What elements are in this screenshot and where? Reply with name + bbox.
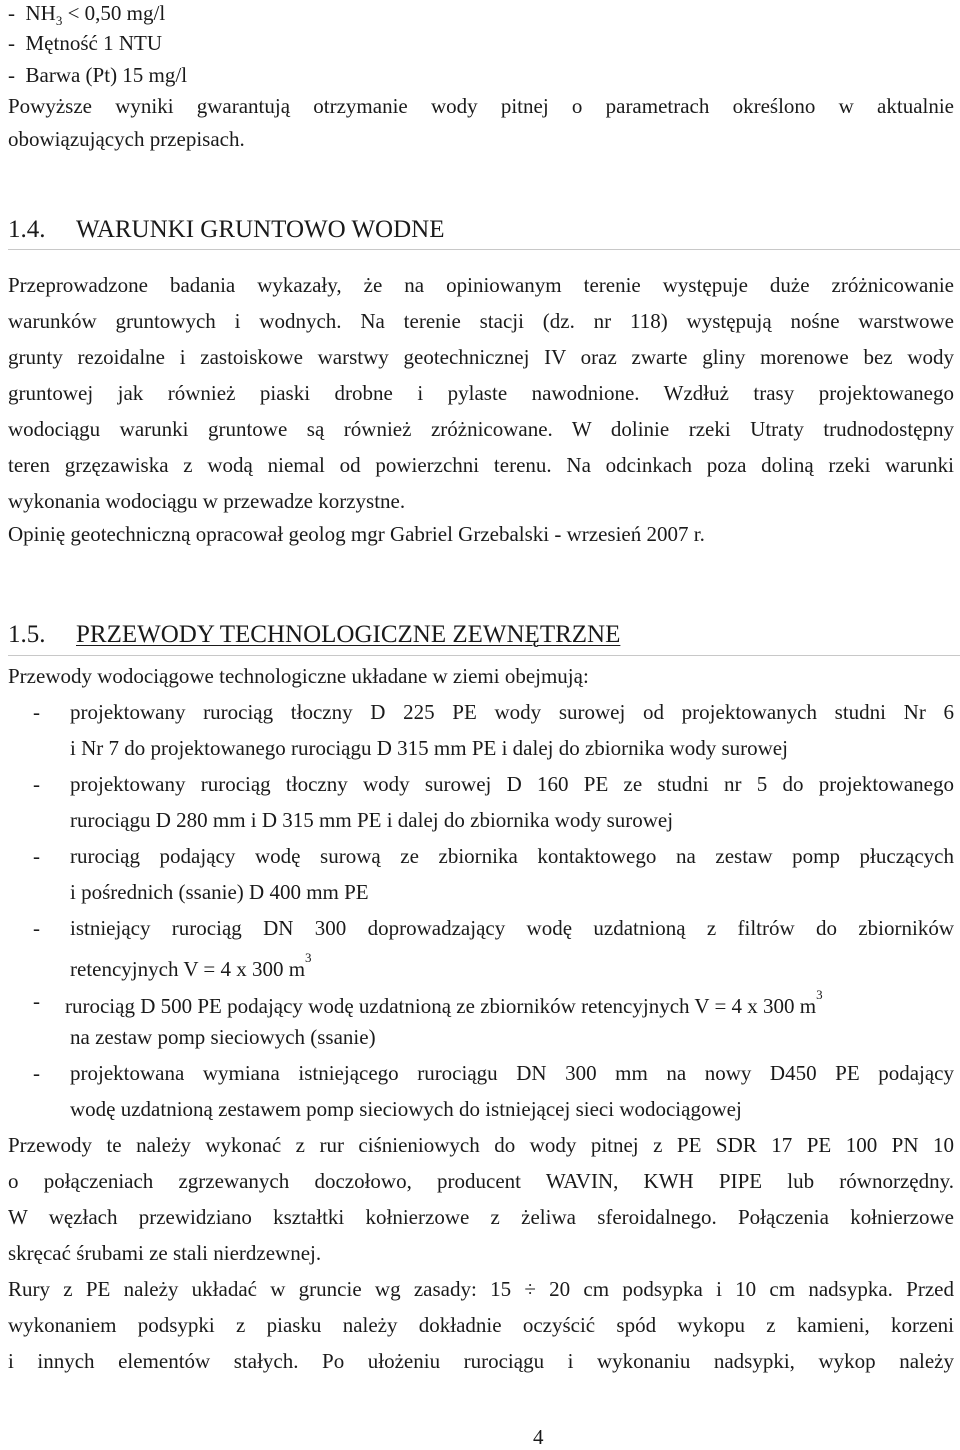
list-item-line: i Nr 7 do projektowanego rurociągu D 315 mm PE i dalej do zbiornika wody surowej xyxy=(70,736,788,760)
paragraph-line: Opinię geotechniczną opracował geolog mgr Gabriel Grzebalski - wrzesień 2007 r. xyxy=(8,522,705,546)
paragraph-line: wodociągu warunki gruntowe są również zróżnicowane. W dolinie rzeki Utraty trudnodostępny xyxy=(8,417,954,441)
section-number: 1.5. xyxy=(8,621,46,648)
list-item-line xyxy=(70,951,312,982)
paragraph-line: gruntowej jak również piaski drobne i pylaste nawodnione. Wzdłuż trasy projektowanego xyxy=(8,381,954,405)
heading-rule xyxy=(8,249,960,250)
list-dash: - xyxy=(33,700,40,724)
list-dash: - xyxy=(8,31,15,55)
section-heading xyxy=(8,620,620,650)
paragraph-line: Powyższe wyniki gwarantują otrzymanie wody pitnej o parametrach określono w aktualnie xyxy=(8,94,954,118)
superscript: 3 xyxy=(816,987,823,1002)
paragraph-line: grunty rezoidalne i zastoiskowe warstwy geotechnicznej IV oraz zwarte gliny morenowe bez wody xyxy=(8,345,954,369)
list-item-line: wodę uzdatnioną zestawem pomp sieciowych do istniejącej sieci wodociągowej xyxy=(70,1097,742,1121)
list-item-line: projektowana wymiana istniejącego rurociągu DN 300 mm na nowy D450 PE podający xyxy=(70,1061,954,1085)
paragraph-line: Przewody te należy wykonać z rur ciśnieniowych do wody pitnej z PE SDR 17 PE 100 PN 10 xyxy=(8,1133,954,1157)
section-number: 1.4. xyxy=(8,216,46,243)
paragraph-line: wykonania wodociągu w przewadze korzystne. xyxy=(8,489,406,513)
list-text: rurociąg D 500 PE podający wodę uzdatnioną ze zbiorników retencyjnych V = 4 x 300 m xyxy=(65,994,817,1018)
page-number: 4 xyxy=(533,1425,544,1449)
list-item-line: rurociąg podający wodę surową ze zbiornika kontaktowego na zestaw pomp płuczących xyxy=(70,844,954,868)
list-dash: - xyxy=(33,1061,40,1085)
list-item-line: na zestaw pomp sieciowych (ssanie) xyxy=(70,1025,376,1049)
list-text: Barwa (Pt) 15 mg/l xyxy=(25,63,188,87)
list-item-line: projektowany rurociąg tłoczny D 225 PE wody surowej od projektowanych studni Nr 6 xyxy=(70,700,954,724)
paragraph-line: Przeprowadzone badania wykazały, że na opiniowanym terenie występuje duże zróżnicowanie xyxy=(8,273,954,297)
superscript: 3 xyxy=(305,950,312,965)
paragraph-line: skręcać śrubami ze stali nierdzewnej. xyxy=(8,1241,322,1265)
list-item xyxy=(8,62,187,88)
list-dash: - xyxy=(33,989,40,1013)
list-dash: - xyxy=(33,916,40,940)
list-dash: - xyxy=(33,844,40,868)
paragraph-line: wykonaniem podsypki z piasku należy dokładnie oczyścić spód wykopu z kamieni, korzeni xyxy=(8,1313,954,1337)
section-title: WARUNKI GRUNTOWO WODNE xyxy=(76,216,445,243)
subscript: 3 xyxy=(55,13,63,29)
list-dash: - xyxy=(33,772,40,796)
list-dash: - xyxy=(8,1,15,25)
list-item-line: rurociągu D 280 mm i D 315 mm PE i dalej do zbiornika wody surowej xyxy=(70,808,674,832)
list-item-line: i pośrednich (ssanie) D 400 mm PE xyxy=(70,880,369,904)
paragraph-line: o połączeniach zgrzewanych doczołowo, producent WAVIN, KWH PIPE lub równorzędny. xyxy=(8,1169,954,1193)
list-item xyxy=(8,30,162,56)
paragraph-line: teren grzęzawiska z wodą niemal od powierzchni terenu. Na odcinkach poza doliną rzeki warunki xyxy=(8,453,954,477)
paragraph-line: W węzłach przewidziano kształtki kołnierzowe z żeliwa sferoidalnego. Połączenia kołnierzowe xyxy=(8,1205,954,1229)
section-heading xyxy=(8,215,444,245)
paragraph-line: obowiązujących przepisach. xyxy=(8,127,245,151)
list-text: NH xyxy=(25,1,56,25)
section-title: PRZEWODY TECHNOLOGICZNE ZEWNĘTRZNE xyxy=(76,621,621,648)
paragraph-line: Rury z PE należy układać w gruncie wg zasady: 15 ÷ 20 cm podsypka i 10 cm nadsypka. Przed xyxy=(8,1277,954,1301)
list-text: < 0,50 mg/l xyxy=(62,1,166,25)
list-text: Mętność 1 NTU xyxy=(25,31,162,55)
paragraph-line: warunków gruntowych i wodnych. Na terenie stacji (dz. nr 118) występują nośne warstwowe xyxy=(8,309,954,333)
paragraph-line: Przewody wodociągowe technologiczne układane w ziemi obejmują: xyxy=(8,664,589,688)
list-item-line xyxy=(65,988,823,1019)
paragraph-line: i innych elementów stałych. Po ułożeniu rurociągu i wykonaniu nadsypki, wykop należy xyxy=(8,1349,954,1373)
list-text: retencyjnych V = 4 x 300 m xyxy=(70,957,306,981)
list-item-line: projektowany rurociąg tłoczny wody surowej D 160 PE ze studni nr 5 do projektowanego xyxy=(70,772,954,796)
heading-rule xyxy=(8,655,960,656)
list-item-line: istniejący rurociąg DN 300 doprowadzający wodę uzdatnioną z filtrów do zbiorników xyxy=(70,916,954,940)
list-dash: - xyxy=(8,63,15,87)
